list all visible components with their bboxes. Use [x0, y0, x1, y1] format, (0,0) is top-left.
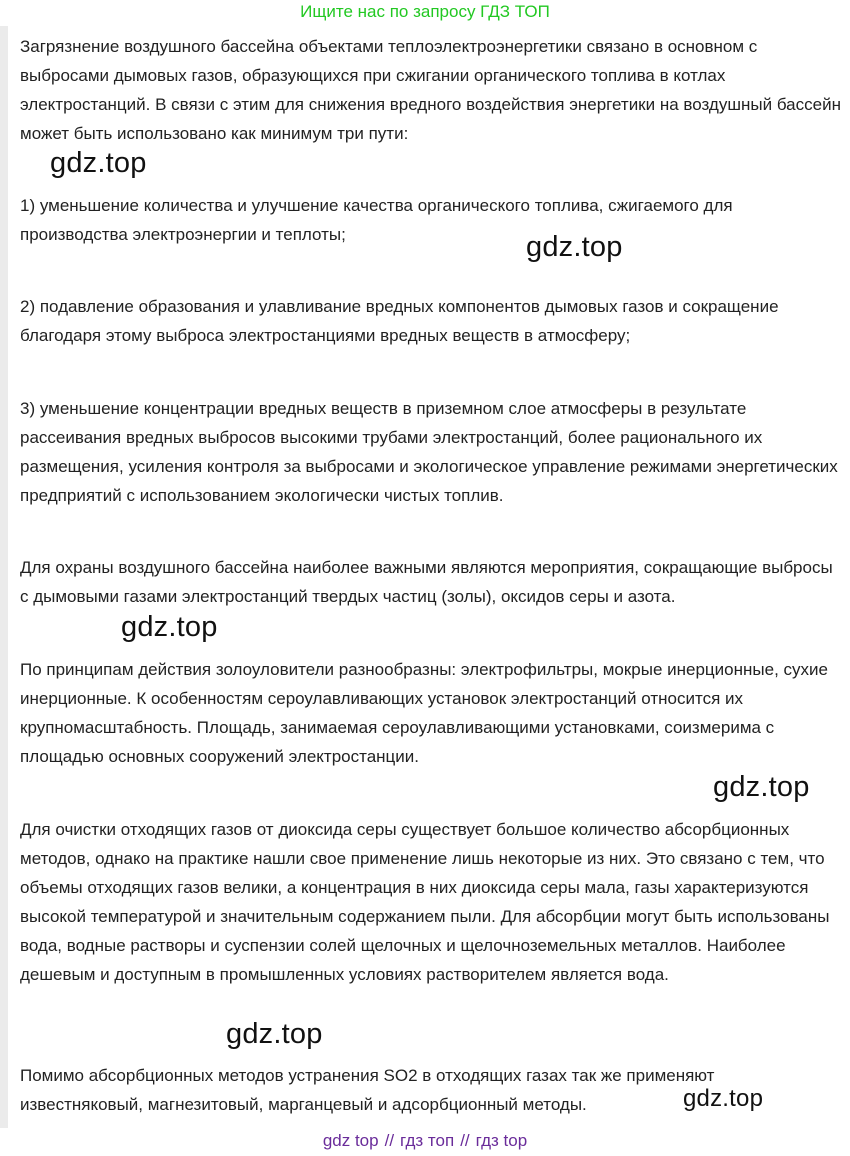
- paragraph-other-methods: Помимо абсорбционных методов устранения SO2 в отходящих газах так же применяют известняковый, магнезитовый, марганцевый и адсорбционный методы.: [20, 1066, 715, 1114]
- footer-separator: //: [384, 1131, 395, 1150]
- paragraph-absorption: Для очистки отходящих газов от диоксида серы существует большое количество абсорбционных методов, однако на практике нашли свое применение лишь некоторые из них. Это связано с тем, что объемы отходящих газов велики, а концентрация в них диоксида серы мала, газы характеризуются высокой температурой и значительным содержанием пыли. Для абсорбции могут быть использованы вода, водные растворы и суспензии солей щелочных и щелочноземельных металлов. Наиболее дешевым и доступным в промышленных условиях растворителем является вода.: [20, 820, 830, 984]
- paragraph-intro: Загрязнение воздушного бассейна объектами теплоэлектроэнергетики связано в основном с выбросами дымовых газов, образующихся при сжигании органического топлива в котлах электростанций. В связи с этим для снижения вредного воздействия энергетики на воздушный бассейн может быть использовано как минимум три пути:: [20, 37, 841, 143]
- footer-separator: //: [460, 1131, 470, 1150]
- watermark: gdz.top: [713, 771, 810, 803]
- paragraph-air-protection: Для охраны воздушного бассейна наиболее важными являются мероприятия, сокращающие выбросы с дымовыми газами электростанций твердых частиц (золы), оксидов серы и азота.: [20, 558, 833, 606]
- watermark: gdz.top: [526, 231, 623, 263]
- footer-link-gdz-top[interactable]: gdz top: [322, 1131, 379, 1150]
- paragraph-ash-collectors: По принципам действия золоуловители разнообразны: электрофильтры, мокрые инерционные, сухие инерционные. К особенностям сероулавливающих установок электростанций относится их крупномасштабность. Площадь, занимаемая сероулавливающими установками, соизмерима с площадью основных сооружений электростанции.: [20, 660, 828, 766]
- watermark: gdz.top: [50, 147, 147, 179]
- search-hint-link[interactable]: Ищите нас по запросу ГДЗ ТОП: [300, 2, 550, 21]
- watermark: gdz.top: [121, 611, 218, 643]
- watermark: gdz.top: [226, 1018, 323, 1050]
- paragraph-point-3: 3) уменьшение концентрации вредных веществ в приземном слое атмосферы в результате рассеивания вредных выбросов высокими трубами электростанций, более рационального их размещения, усиления контроля за выбросами и экологическое управление режимами энергетических предприятий с использованием экологически чистых топлив.: [20, 399, 838, 505]
- footer-links: [0, 1131, 850, 1151]
- watermark: gdz.top: [683, 1085, 764, 1112]
- footer-link-gdz-top-ru[interactable]: гдз топ: [400, 1131, 455, 1150]
- paragraph-point-1: 1) уменьшение количества и улучшение качества органического топлива, сжигаемого для производства электроэнергии и теплоты;: [20, 196, 733, 244]
- paragraph-point-2: 2) подавление образования и улавливание вредных компонентов дымовых газов и сокращение благодаря этому выброса электростанциями вредных веществ в атмосферу;: [20, 297, 779, 345]
- footer-link-gdz-top-mixed[interactable]: гдз top: [475, 1131, 528, 1150]
